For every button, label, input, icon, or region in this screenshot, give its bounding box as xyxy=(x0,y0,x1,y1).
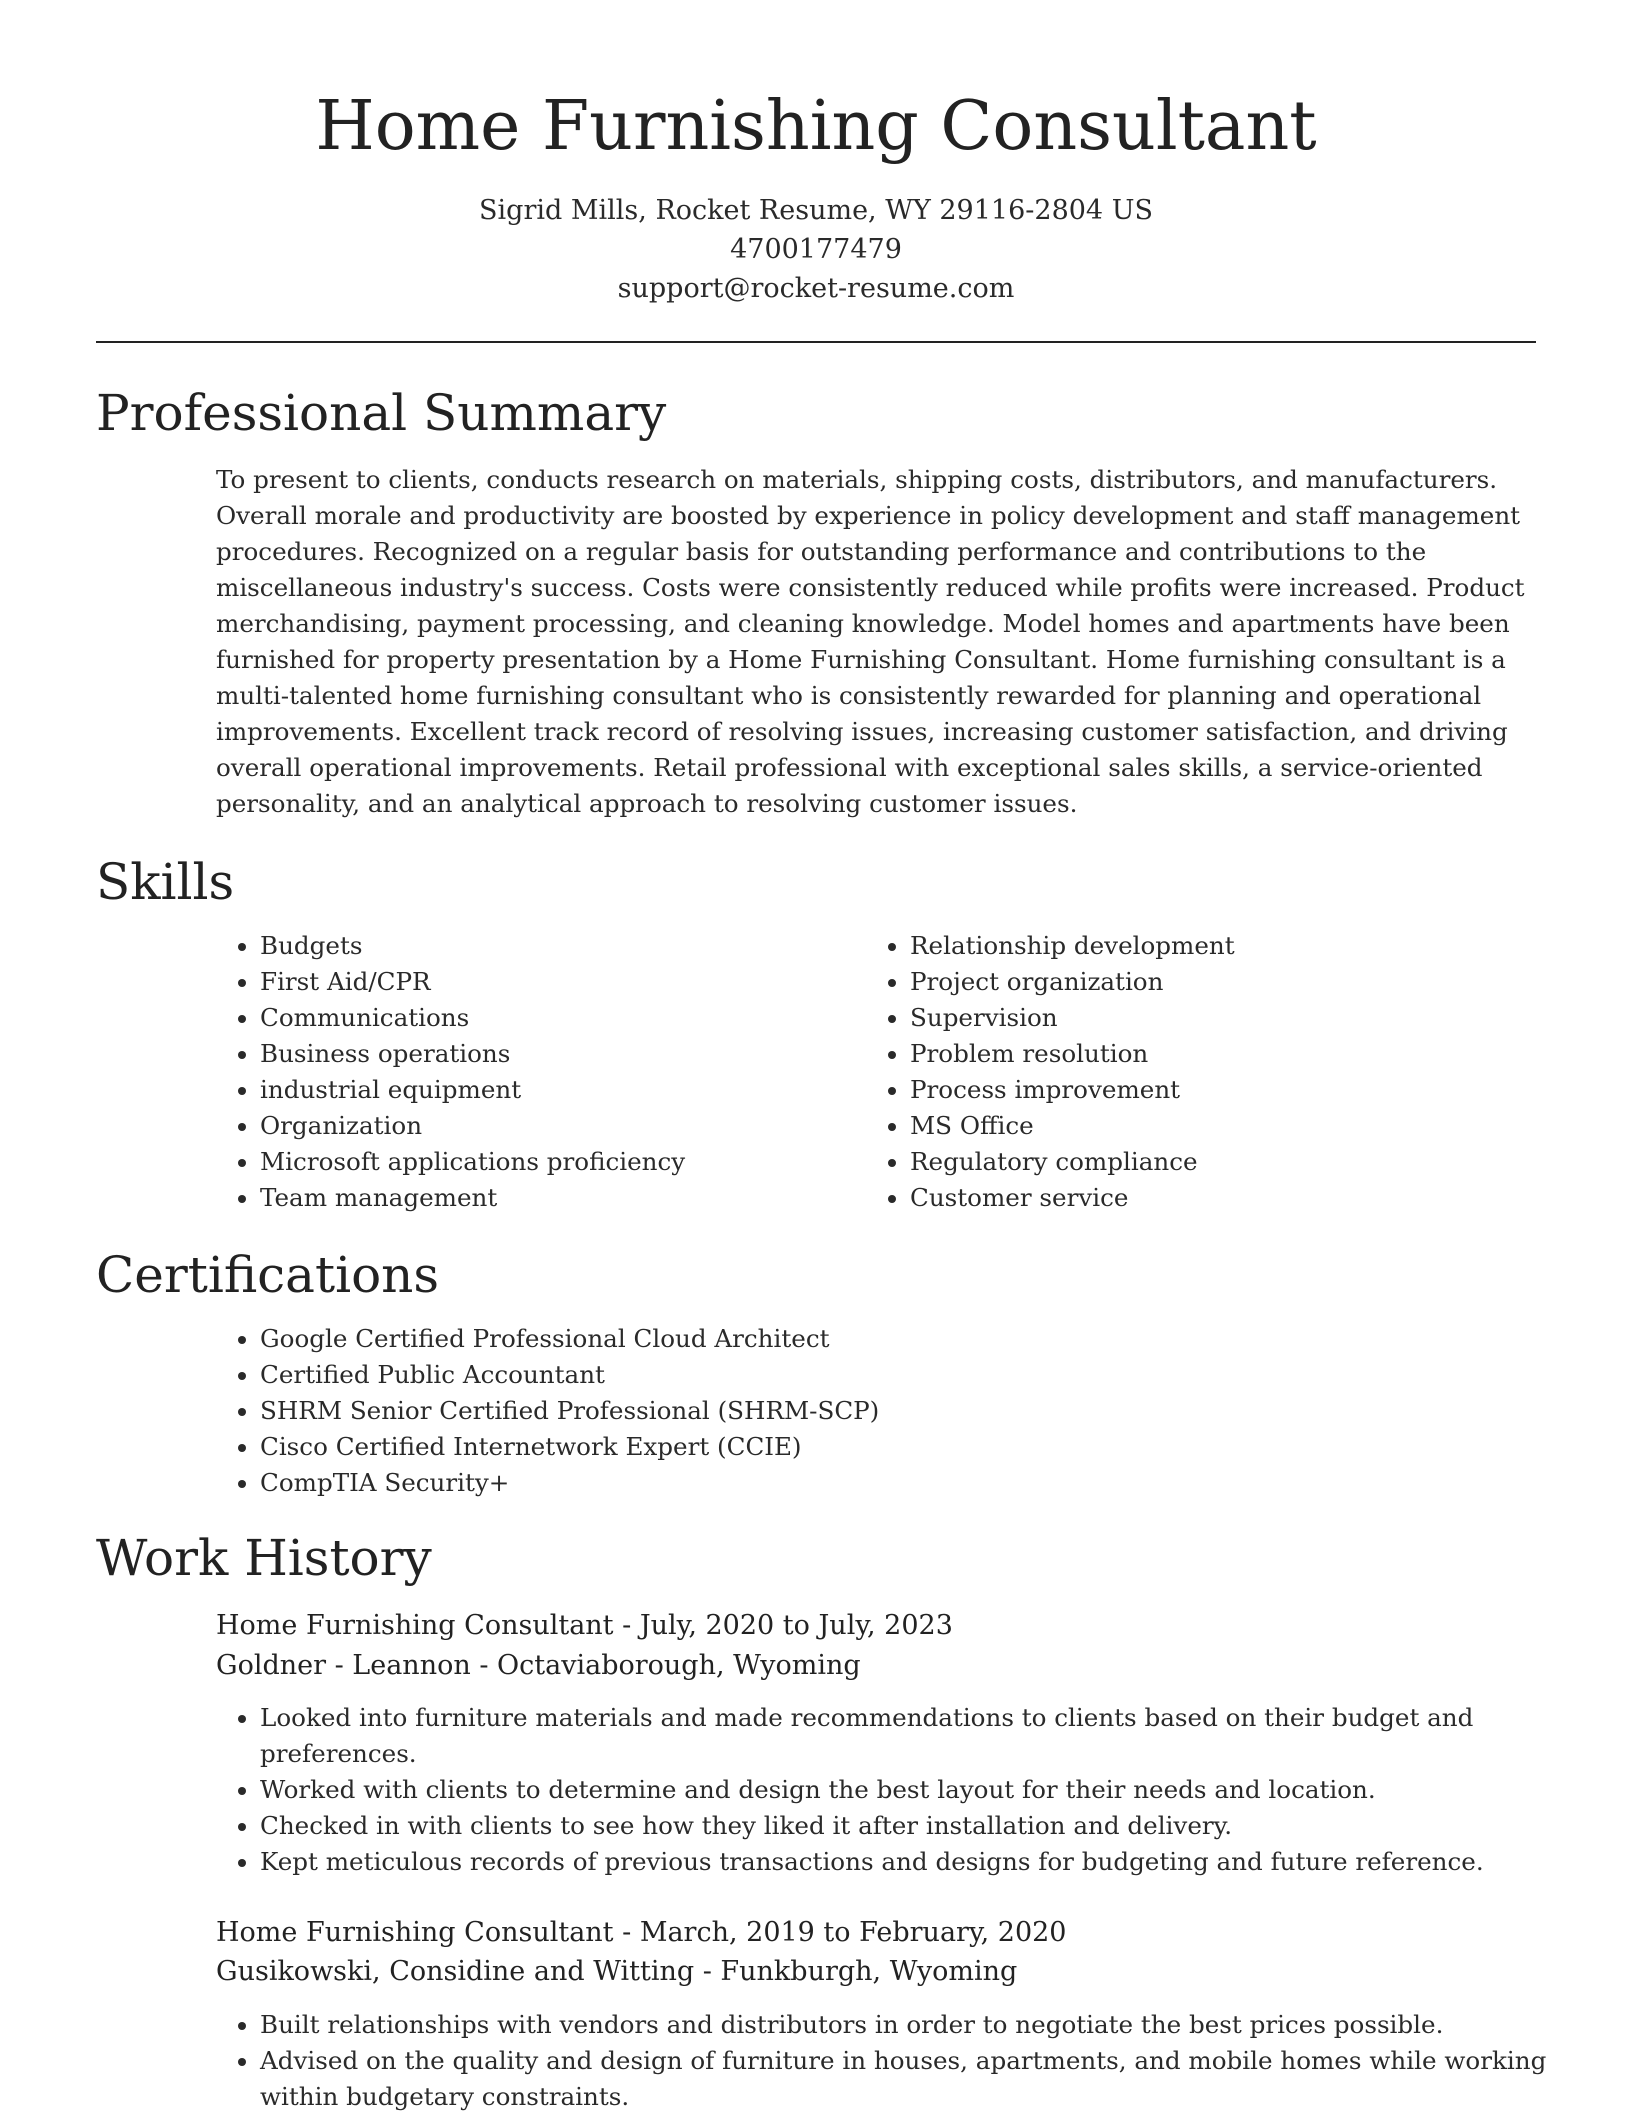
job-company-line: Goldner - Leannon - Octaviaborough, Wyoming xyxy=(216,1650,861,1681)
skill-item: • Problem resolution xyxy=(910,1036,1510,1072)
certification-item: • CompTIA Security+ xyxy=(260,1465,1560,1501)
contact-block xyxy=(0,191,1632,308)
skill-item: • Communications xyxy=(260,1000,820,1036)
skill-item: • First Aid/CPR xyxy=(260,964,820,1000)
section-title-skills: Skills xyxy=(96,853,235,911)
certification-item: • Google Certified Professional Cloud Architect xyxy=(260,1321,1560,1357)
job-bullets xyxy=(216,1700,1590,1880)
certification-item: • Cisco Certified Internetwork Expert (CCIE) xyxy=(260,1429,1560,1465)
job-bullet: • Looked into furniture materials and made recommendations to clients based on their budget and preferences. xyxy=(260,1700,1590,1772)
skills-list-left xyxy=(216,928,820,1216)
job-bullet: • Kept meticulous records of previous transactions and designs for budgeting and future reference. xyxy=(260,1844,1590,1880)
skill-item: • Team management xyxy=(260,1180,820,1216)
skill-item: • Regulatory compliance xyxy=(910,1144,1510,1180)
skill-item: • Process improvement xyxy=(910,1072,1510,1108)
certification-item: • Certified Public Accountant xyxy=(260,1357,1560,1393)
job-bullet: • Worked with clients to determine and design the best layout for their needs and location. xyxy=(260,1772,1590,1808)
skill-item: • Customer service xyxy=(910,1180,1510,1216)
resume-title: Home Furnishing Consultant xyxy=(315,87,1317,166)
job-company-line: Gusikowski, Considine and Witting - Funkburgh, Wyoming xyxy=(216,1956,1018,1987)
job-title-line: Home Furnishing Consultant - March, 2019 to February, 2020 xyxy=(216,1917,1067,1948)
skill-item: • Relationship development xyxy=(910,928,1510,964)
summary-text: To present to clients, conducts research on materials, shipping costs, distributors, and manufacturers. Overall morale and productivity are boosted by experience in policy development and staff management procedures. Recognized on a regular basis for outstanding performance and contributions to the miscellaneous industry's success. Costs were consistently reduced while profits were increased. Product merchandising, payment processing, and cleaning knowledge. Model homes and apartments have been furnished for property presentation by a Home Furnishing Consultant. Home furnishing consultant is a multi-talented home furnishing consultant who is consistently rewarded for planning and operational improvements. Excellent track record of resolving issues, increasing customer satisfaction, and driving overall operational improvements. Retail professional with exceptional sales skills, a service-oriented personality, and an analytical approach to resolving customer issues. xyxy=(216,465,1525,818)
section-title-work-history: Work History xyxy=(96,1529,432,1587)
job-title-line: Home Furnishing Consultant - July, 2020 to July, 2023 xyxy=(216,1610,953,1641)
contact-address: Sigrid Mills, Rocket Resume, WY 29116-2804 US xyxy=(479,195,1153,226)
skill-item: • industrial equipment xyxy=(260,1072,820,1108)
skill-item: • MS Office xyxy=(910,1108,1510,1144)
skill-item: • Business operations xyxy=(260,1036,820,1072)
skill-item: • Budgets xyxy=(260,928,820,964)
section-title-summary: Professional Summary xyxy=(96,384,667,442)
skill-item: • Supervision xyxy=(910,1000,1510,1036)
contact-phone: 4700177479 xyxy=(730,234,902,265)
skill-item: • Microsoft applications proficiency xyxy=(260,1144,820,1180)
job-bullet: • Advised on the quality and design of furniture in houses, apartments, and mobile homes while working within budgetary constraints. xyxy=(260,2043,1590,2115)
job-bullets xyxy=(216,2007,1590,2115)
certification-item: • SHRM Senior Certified Professional (SHRM-SCP) xyxy=(260,1393,1560,1429)
skill-item: • Project organization xyxy=(910,964,1510,1000)
contact-email: support@rocket-resume.com xyxy=(617,273,1015,304)
job-bullet: • Checked in with clients to see how they liked it after installation and delivery. xyxy=(260,1808,1590,1844)
section-title-certifications: Certifications xyxy=(96,1246,440,1304)
certifications-list xyxy=(216,1321,1560,1501)
header-divider xyxy=(96,341,1536,343)
skills-list-right xyxy=(866,928,1510,1216)
job-bullet: • Built relationships with vendors and distributors in order to negotiate the best prices possible. xyxy=(260,2007,1590,2043)
skill-item: • Organization xyxy=(260,1108,820,1144)
